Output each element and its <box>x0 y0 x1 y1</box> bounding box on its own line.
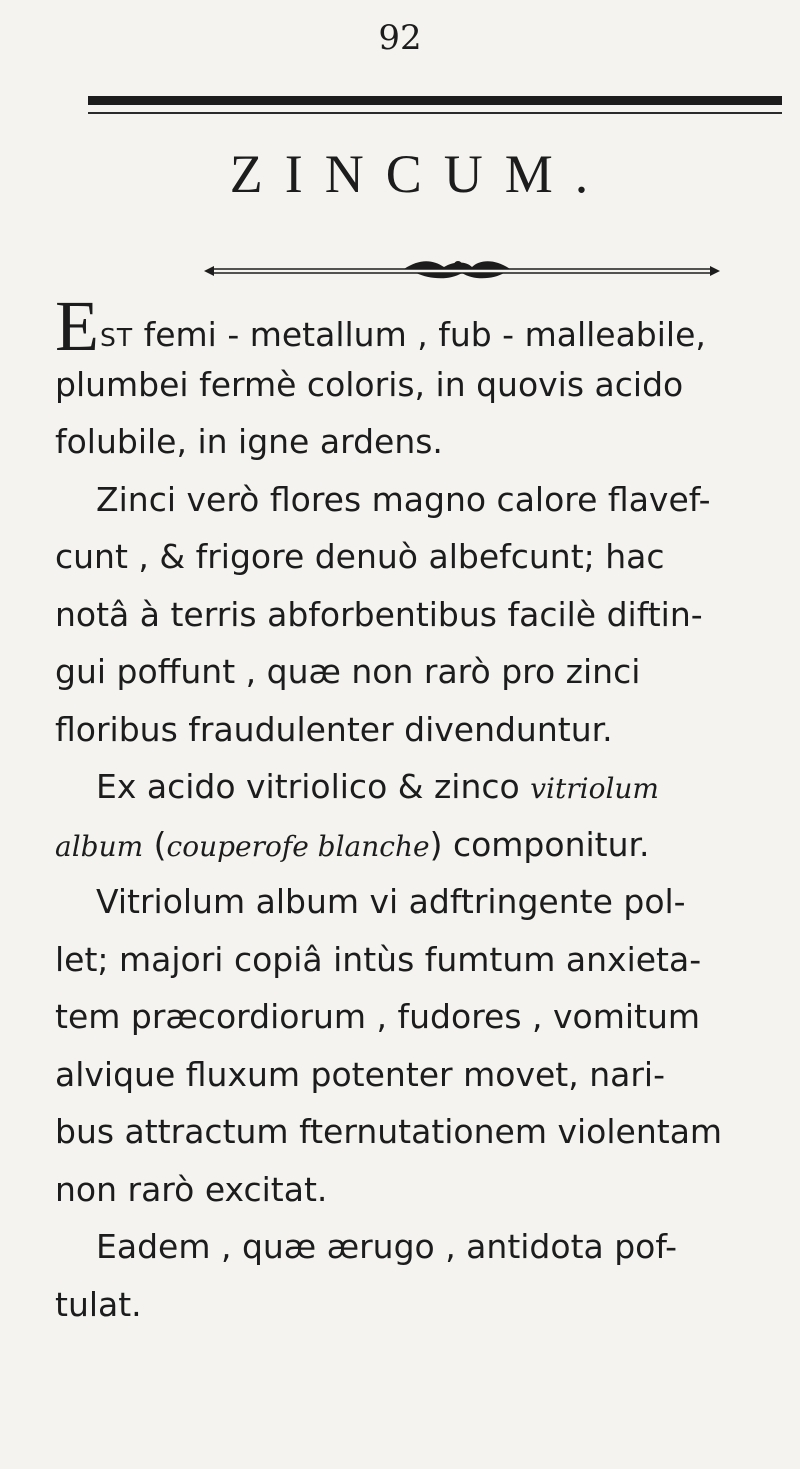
text-line: tem præcordiorum , fudores , vomitum <box>55 997 701 1036</box>
text-span: ) <box>429 824 453 864</box>
text-line: floribus fraudulenter divenduntur. <box>55 709 613 749</box>
ornament-divider-icon <box>204 259 720 283</box>
text-span: componitur. <box>452 824 650 864</box>
text-line <box>55 286 785 366</box>
text-line: folubile, in igne ardens. <box>55 422 443 461</box>
text-span: ( <box>143 824 167 864</box>
text-line: let; majori copiâ intùs fumtum anxieta- <box>55 939 702 979</box>
body-text <box>55 286 785 1333</box>
text-line: alvique fluxum potenter movet, nari- <box>55 1054 665 1094</box>
text-line: gui poffunt , quæ non rarò pro zinci <box>55 652 641 691</box>
text-span: Ex acido vitriolico & zinco <box>96 767 531 806</box>
page-number: 92 <box>378 18 422 58</box>
text-line <box>55 758 785 816</box>
text-line: Zinci verò flores magno calore flavef- <box>96 479 711 519</box>
italic-span: vitriolum <box>530 772 659 805</box>
chapter-title: ZINCUM. <box>229 144 611 204</box>
text-line: tulat. <box>55 1284 142 1324</box>
header-rule-thin <box>88 112 782 114</box>
text-span: femi - metallum , fub - malleabile, <box>133 315 706 354</box>
italic-span: album <box>55 829 144 863</box>
text-line: Eadem , quæ ærugo , antidota pof- <box>96 1227 678 1266</box>
text-line: notâ à terris abforbentibus facilè diftin- <box>55 594 703 634</box>
text-line: non rarò excitat. <box>55 1169 328 1209</box>
text-line <box>55 816 785 874</box>
header-rule-thick <box>88 96 782 105</box>
text-line: Vitriolum album vi adftringente pol- <box>96 882 686 921</box>
text-line: plumbei fermè coloris, in quovis acido <box>55 364 684 404</box>
text-span: ST <box>99 323 134 352</box>
drop-cap: E <box>55 286 99 366</box>
text-line: cunt , & frigore denuò albefcunt; hac <box>55 537 665 576</box>
text-line: bus attractum fternutationem violentam <box>55 1112 723 1151</box>
italic-span: couperofe blanche <box>166 829 430 863</box>
